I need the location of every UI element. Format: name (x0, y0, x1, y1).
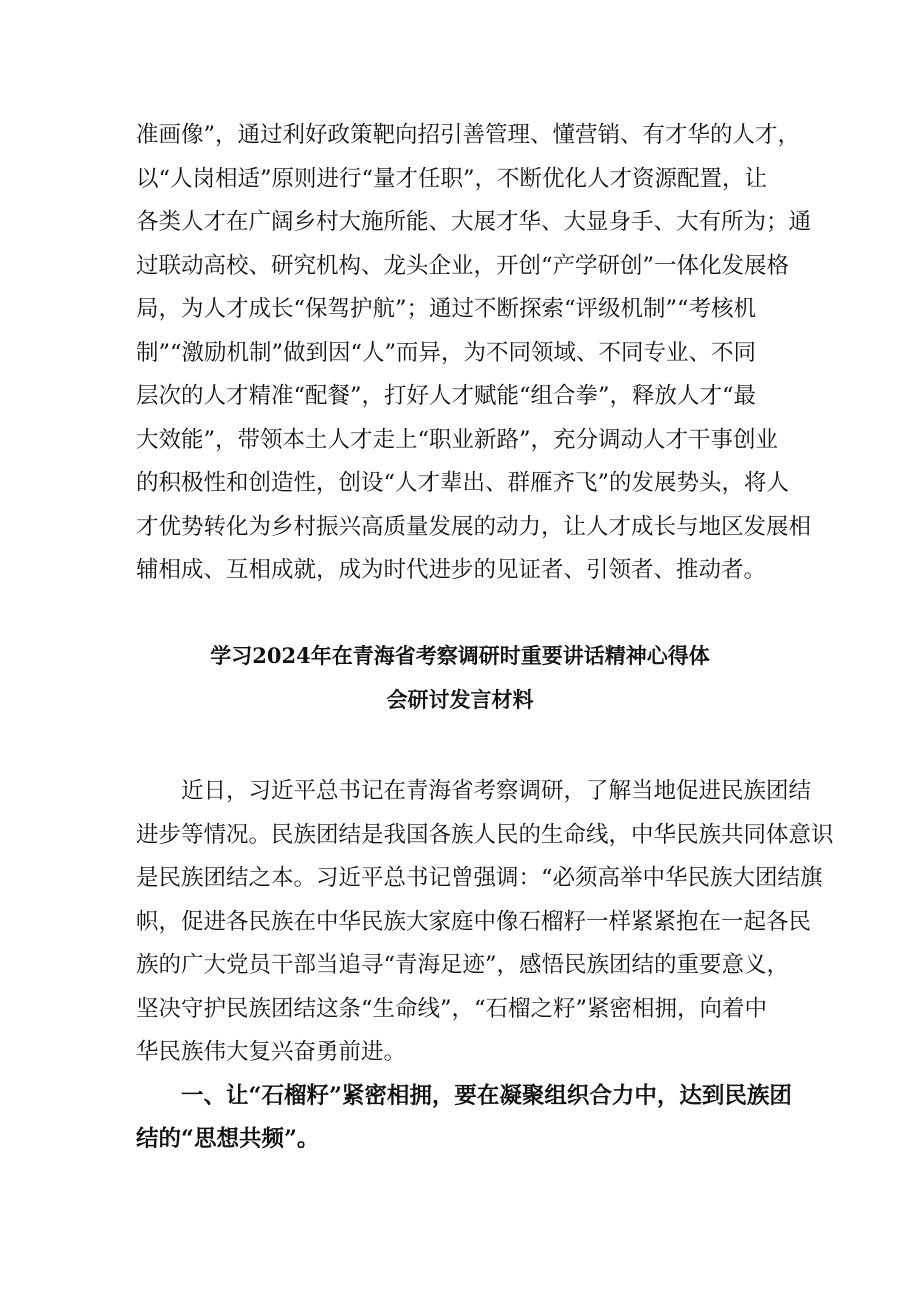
intro-line: 是民族团结之本。习近平总书记曾强调：“必须高举中华民族大团结旗 (136, 865, 823, 891)
intro-line: 族的广大党员干部当追寻“青海足迹”，感悟民族团结的重要意义， (136, 952, 790, 978)
intro-line: 华民族伟大复兴奋勇前进。 (136, 1039, 407, 1065)
paragraph-line: 制”“激励机制”做到因“人”而异，为不同领域、不同专业、不同 (136, 339, 757, 366)
article-title-line-2: 会研讨发言材料 (386, 687, 534, 712)
continuation-paragraph (136, 114, 812, 593)
paragraph-line: 才优势转化为乡村振兴高质量发展的动力，让人才成长与地区发展相 (136, 513, 812, 540)
intro-line: 帜，促进各民族在中华民族大家庭中像石榴籽一样紧紧抱在一起各民 (136, 908, 812, 935)
paragraph-line: 准画像”，通过利好政策靶向招引善管理、懂营销、有才华的人才， (136, 122, 801, 148)
section-heading-line: 结的“思想共频”。 (136, 1126, 320, 1152)
section-heading-line: 一、让“石榴籽”紧密相拥，要在凝聚组织合力中，达到民族团 (136, 1082, 792, 1109)
paragraph-line: 的积极性和创造性，创设“人才辈出、群雁齐飞”的发展势头，将人 (136, 470, 790, 496)
paragraph-line: 局，为人才成长“保驾护航”；通过不断探索“评级机制”“考核机 (136, 296, 757, 322)
article-title-line-1: 学习2024年在青海省考察调研时重要讲话精神心得体 (210, 643, 710, 668)
paragraph-line: 大效能”，带领本土人才走上“职业新路”，充分调动人才干事创业 (136, 426, 779, 453)
intro-line: 进步等情况。民族团结是我国各族人民的生命线，中华民族共同体意识 (136, 821, 834, 848)
paragraph-line: 各类人才在广阔乡村大施所能、大展才华、大显身手、大有所为；通 (136, 209, 812, 235)
paragraph-line: 以“人岗相适”原则进行“量才任职”，不断优化人才资源配置，让 (136, 165, 768, 192)
paragraph-line: 层次的人才精准“配餐”，打好人才赋能“组合拳”，释放人才“最 (136, 383, 757, 409)
paragraph-line: 辅相成、互相成就，成为时代进步的见证者、引领者、推动者。 (136, 557, 767, 583)
intro-line: 坚决守护民族团结这条“生命线”，“石榴之籽”紧密相拥，向着中 (136, 995, 768, 1022)
intro-line: 近日，习近平总书记在青海省考察调研，了解当地促进民族团结 (136, 778, 812, 804)
article-body (136, 770, 834, 1162)
paragraph-line: 过联动高校、研究机构、龙头企业，开创“产学研创”一体化发展格 (136, 252, 790, 279)
